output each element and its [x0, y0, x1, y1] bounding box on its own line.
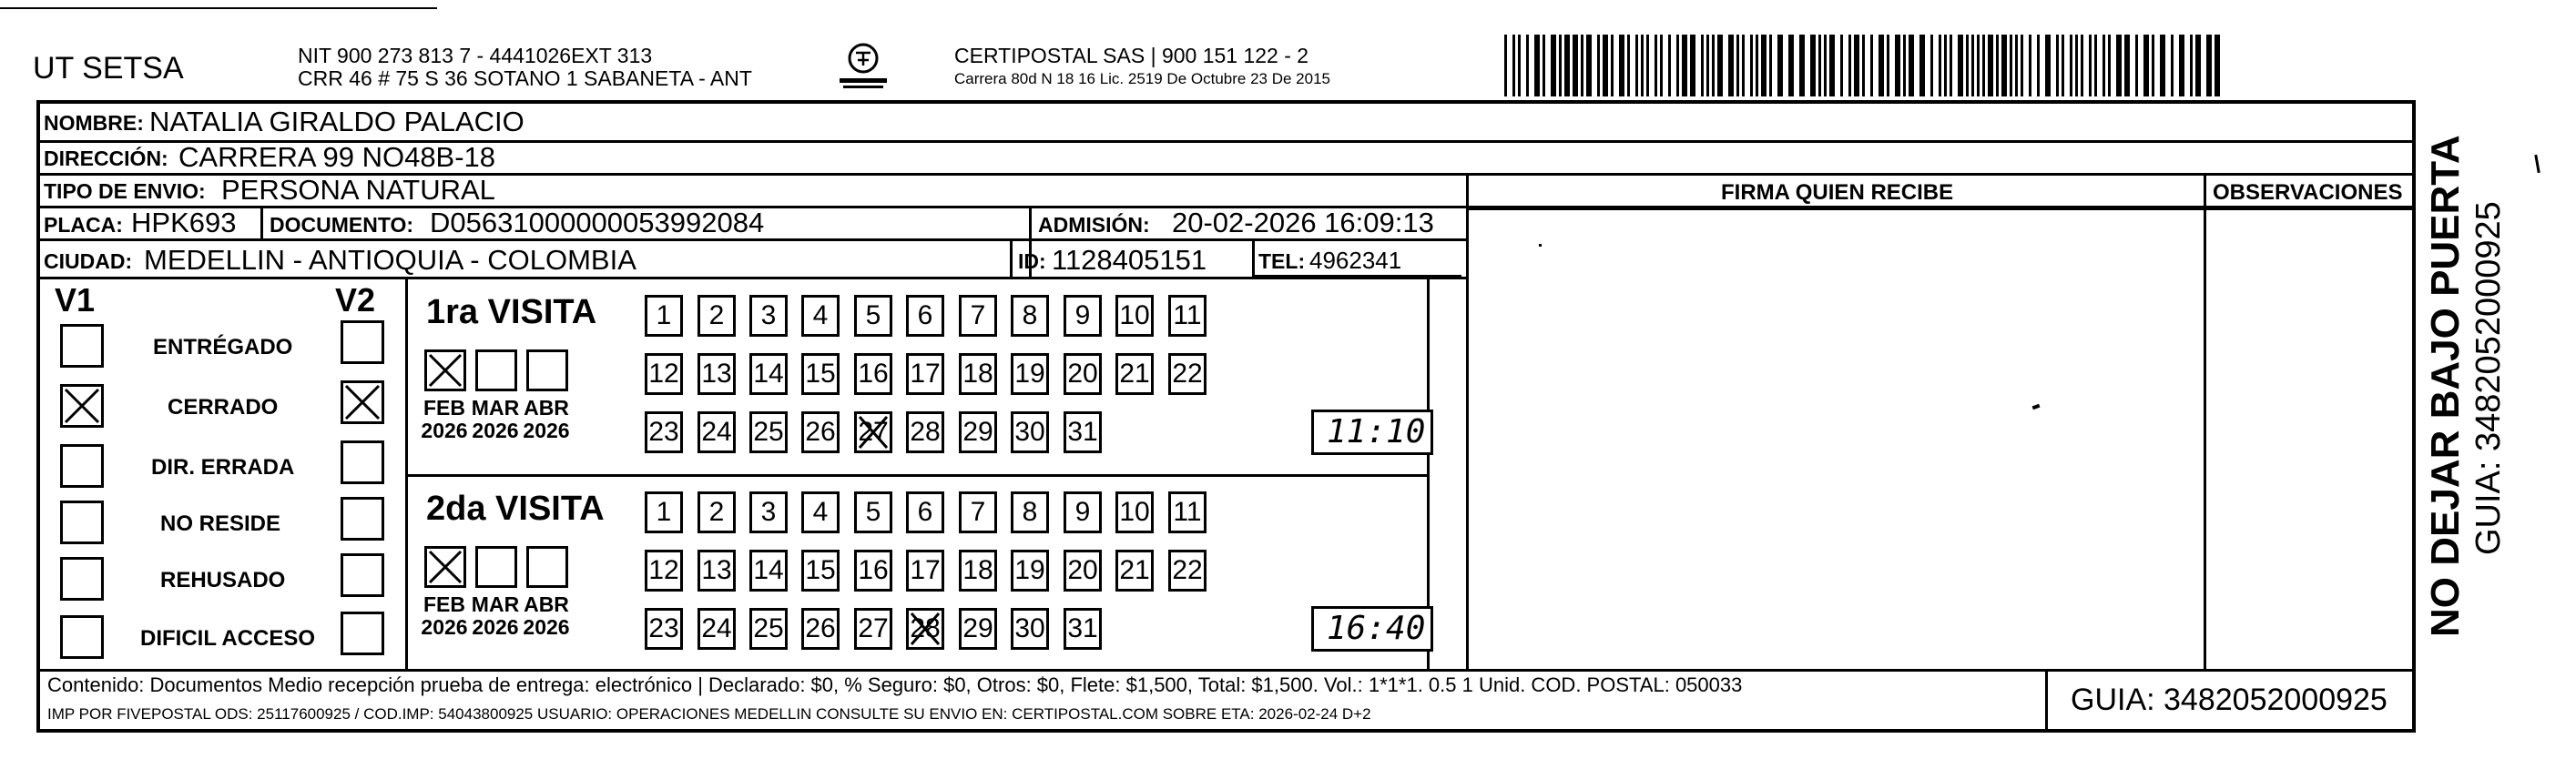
- id-value: 1128405151: [1052, 244, 1207, 276]
- day-number: 30: [1014, 417, 1045, 447]
- day-number: 13: [701, 555, 732, 585]
- day-box[interactable]: [1168, 295, 1207, 337]
- day-number: 9: [1074, 300, 1091, 330]
- day-number: 16: [858, 555, 889, 585]
- day-number: 28: [910, 613, 941, 643]
- day-number: 19: [1014, 359, 1045, 389]
- month-name: FEB: [423, 592, 465, 616]
- day-number: 25: [753, 613, 784, 643]
- day-box[interactable]: [959, 353, 997, 395]
- day-number: 31: [1067, 417, 1098, 447]
- time-box[interactable]: [1311, 606, 1433, 652]
- day-box[interactable]: [959, 550, 997, 592]
- day-number: 18: [962, 359, 993, 389]
- day-box[interactable]: [697, 608, 736, 650]
- day-box[interactable]: [645, 550, 683, 592]
- status-option-label: NO RESIDE: [160, 511, 281, 536]
- v2-checkbox[interactable]: [341, 612, 384, 655]
- visit-title: 2da VISITA: [426, 490, 605, 528]
- month-checkbox[interactable]: [424, 349, 466, 391]
- company-name: UT SETSA: [33, 51, 184, 86]
- day-box[interactable]: [906, 353, 944, 395]
- license-line: Carrera 80d N 18 16 Lic. 2519 De Octubre 23 De 2015: [954, 70, 1330, 87]
- day-box[interactable]: [645, 411, 683, 453]
- day-box[interactable]: [645, 491, 683, 533]
- day-box[interactable]: [1064, 353, 1102, 395]
- day-box[interactable]: [801, 550, 840, 592]
- day-number: 28: [910, 417, 941, 447]
- day-number: 23: [648, 417, 679, 447]
- day-box[interactable]: [1064, 550, 1102, 592]
- day-number: 7: [970, 497, 986, 527]
- day-number: 21: [1119, 359, 1150, 389]
- day-box[interactable]: [854, 353, 892, 395]
- placa-value: HPK693: [131, 207, 237, 238]
- side-warning: NO DEJAR BAJO PUERTA: [2423, 135, 2468, 637]
- day-number: 3: [760, 300, 777, 330]
- day-number: 23: [648, 613, 679, 643]
- month-checkbox[interactable]: [526, 546, 568, 588]
- day-number: 18: [962, 555, 993, 585]
- firma-header: FIRMA QUIEN RECIBE: [1721, 180, 1954, 205]
- month-name: ABR: [524, 396, 569, 420]
- day-number: 22: [1172, 359, 1203, 389]
- v1-header: V1: [55, 281, 96, 319]
- day-box[interactable]: [645, 353, 683, 395]
- day-number: 25: [753, 417, 784, 447]
- month-checkbox[interactable]: [475, 349, 517, 391]
- day-box[interactable]: [854, 550, 892, 592]
- day-number: 22: [1172, 555, 1203, 585]
- day-number: 10: [1119, 300, 1150, 330]
- v1-checkbox[interactable]: [60, 615, 104, 659]
- month-year: 2026: [523, 419, 570, 443]
- v1-checkbox[interactable]: [60, 444, 104, 488]
- visit-title: 1ra VISITA: [426, 293, 597, 331]
- day-box[interactable]: [1168, 353, 1207, 395]
- month-checkbox[interactable]: [475, 546, 517, 588]
- day-number: 2: [708, 300, 725, 330]
- day-number: 24: [701, 417, 732, 447]
- day-box[interactable]: [1011, 608, 1049, 650]
- admision-value: 20-02-2026 16:09:13: [1172, 207, 1434, 238]
- day-number: 27: [858, 613, 889, 643]
- day-box[interactable]: [801, 295, 840, 337]
- day-box[interactable]: [959, 295, 997, 337]
- day-box[interactable]: [697, 295, 736, 337]
- day-box[interactable]: [906, 295, 944, 337]
- day-box[interactable]: [959, 608, 997, 650]
- status-option-label: ENTRÉGADO: [153, 335, 293, 359]
- day-box[interactable]: [697, 550, 736, 592]
- day-number: 3: [760, 497, 777, 527]
- stray-mark: [1539, 244, 1542, 247]
- month-label: [468, 593, 523, 640]
- day-box[interactable]: [959, 411, 997, 453]
- v2-checkbox[interactable]: [341, 497, 384, 541]
- barcode: [1504, 35, 2226, 96]
- day-number: 29: [962, 613, 993, 643]
- month-name: FEB: [423, 396, 465, 420]
- day-box[interactable]: [645, 295, 683, 337]
- month-name: ABR: [524, 592, 569, 616]
- tipo-value: PERSONA NATURAL: [221, 174, 495, 206]
- address-line: CRR 46 # 75 S 36 SOTANO 1 SABANETA - ANT: [298, 66, 752, 90]
- day-box[interactable]: [1064, 411, 1102, 453]
- month-label: [519, 593, 574, 640]
- day-number: 12: [648, 359, 679, 389]
- day-number: 8: [1022, 300, 1038, 330]
- day-number: 6: [917, 300, 933, 330]
- day-number: 1: [656, 497, 672, 527]
- day-number: 7: [970, 300, 986, 330]
- day-box[interactable]: [697, 411, 736, 453]
- documento-value: D05631000000053992084: [430, 207, 765, 238]
- row-tipo: TIPO DE ENVIO: PERSONA NATURAL: [44, 174, 495, 206]
- day-box[interactable]: [801, 491, 840, 533]
- day-box[interactable]: [749, 608, 788, 650]
- day-number: 2: [708, 497, 725, 527]
- day-box[interactable]: [906, 411, 944, 453]
- day-number: 4: [812, 497, 829, 527]
- day-box[interactable]: [959, 491, 997, 533]
- month-label: [519, 397, 574, 443]
- day-box[interactable]: [854, 411, 892, 453]
- day-number: 26: [805, 417, 836, 447]
- day-number: 14: [753, 359, 784, 389]
- day-number: 16: [858, 359, 889, 389]
- month-year: 2026: [472, 419, 519, 443]
- month-name: MAR: [471, 592, 520, 616]
- day-box[interactable]: [697, 353, 736, 395]
- footer-contenido: Contenido: Documentos Medio recepción prueba de entrega: electrónico | Declarado: $0, % Seguro: $0, Otros: $0, Flete: $1,500, Total: $1,500. Vol.: 1*1*1. 0.5 1 Unid. COD. POSTAL: 050033: [47, 673, 1743, 696]
- month-name: MAR: [471, 396, 520, 420]
- v1-checkbox[interactable]: [60, 501, 104, 544]
- day-box[interactable]: [1011, 295, 1049, 337]
- ciudad-value: MEDELLIN - ANTIOQUIA - COLOMBIA: [144, 244, 636, 276]
- time-box[interactable]: [1311, 410, 1433, 455]
- day-box[interactable]: [749, 550, 788, 592]
- status-option-label: DIFICIL ACCESO: [140, 626, 316, 651]
- v1-checkbox[interactable]: [60, 384, 104, 428]
- day-number: 13: [701, 359, 732, 389]
- status-option-label: DIR. ERRADA: [151, 455, 295, 480]
- day-box[interactable]: [749, 411, 788, 453]
- month-checkbox[interactable]: [526, 349, 568, 391]
- day-box[interactable]: [801, 353, 840, 395]
- day-number: 1: [656, 300, 672, 330]
- day-box[interactable]: [645, 608, 683, 650]
- day-box[interactable]: [854, 608, 892, 650]
- day-number: 5: [865, 300, 881, 330]
- day-number: 14: [753, 555, 784, 585]
- row-direccion: DIRECCIÓN: CARRERA 99 NO48B-18: [44, 141, 496, 173]
- day-box[interactable]: [1011, 353, 1049, 395]
- day-number: 19: [1014, 555, 1045, 585]
- day-box[interactable]: [1115, 353, 1154, 395]
- row-nombre: NOMBRE: NATALIA GIRALDO PALACIO: [44, 106, 524, 137]
- day-box[interactable]: [749, 295, 788, 337]
- day-number: 27: [858, 417, 889, 447]
- footer-guia: GUIA: 3482052000925: [2071, 683, 2388, 717]
- day-number: 15: [805, 359, 836, 389]
- day-box[interactable]: [1064, 608, 1102, 650]
- day-box[interactable]: [1168, 550, 1207, 592]
- day-number: 11: [1173, 300, 1202, 330]
- day-number: 30: [1014, 613, 1045, 643]
- row-ciudad: CIUDAD: MEDELLIN - ANTIOQUIA - COLOMBIA ID: 1128405151 TEL: 4962341: [44, 244, 1402, 276]
- day-box[interactable]: [801, 608, 840, 650]
- month-label: [417, 593, 472, 640]
- day-number: 4: [812, 300, 829, 330]
- day-number: 11: [1173, 497, 1202, 527]
- day-number: 24: [701, 613, 732, 643]
- v2-checkbox[interactable]: [341, 320, 384, 364]
- status-option-label: CERRADO: [168, 395, 279, 420]
- day-number: 12: [648, 555, 679, 585]
- day-box[interactable]: [854, 491, 892, 533]
- day-box[interactable]: [1011, 491, 1049, 533]
- v2-header: V2: [335, 281, 376, 319]
- visit-time: 16:40: [1327, 610, 1426, 647]
- tel-value: 4962341: [1309, 247, 1402, 274]
- day-number: 21: [1119, 555, 1150, 585]
- v1-checkbox[interactable]: [60, 557, 104, 601]
- day-box[interactable]: [1115, 491, 1154, 533]
- stray-mark: [2534, 155, 2540, 173]
- nit-line: NIT 900 273 813 7 - 4441026EXT 313: [298, 44, 653, 67]
- month-label: [417, 397, 472, 443]
- day-box[interactable]: [749, 353, 788, 395]
- day-number: 10: [1119, 497, 1150, 527]
- day-box[interactable]: [906, 608, 944, 650]
- certipostal-logo: [836, 38, 891, 93]
- day-box[interactable]: [906, 550, 944, 592]
- day-box[interactable]: [697, 491, 736, 533]
- day-number: 29: [962, 417, 993, 447]
- day-number: 20: [1067, 359, 1098, 389]
- day-number: 5: [865, 497, 881, 527]
- footer-imp: IMP POR FIVEPOSTAL ODS: 25117600925 / COD.IMP: 54043800925 USUARIO: OPERACIONES MEDELLIN CONSULTE SU ENVIO EN: CERTIPOSTAL.COM SOBRE ETA: 2026-02-24 D+2: [47, 705, 1371, 723]
- top-rule: [0, 7, 437, 9]
- day-number: 17: [910, 555, 941, 585]
- day-box[interactable]: [1115, 550, 1154, 592]
- carrier-line: CERTIPOSTAL SAS | 900 151 122 - 2: [954, 44, 1309, 67]
- month-year: 2026: [421, 615, 468, 640]
- month-checkbox[interactable]: [424, 546, 466, 588]
- day-box[interactable]: [1064, 295, 1102, 337]
- nombre-value: NATALIA GIRALDO PALACIO: [149, 106, 524, 137]
- day-box[interactable]: [1115, 295, 1154, 337]
- day-box[interactable]: [1064, 491, 1102, 533]
- day-number: 17: [910, 359, 941, 389]
- month-label: [468, 397, 523, 443]
- direccion-value: CARRERA 99 NO48B-18: [178, 141, 496, 173]
- day-box[interactable]: [906, 491, 944, 533]
- day-number: 6: [917, 497, 933, 527]
- observaciones-header: OBSERVACIONES: [2213, 180, 2403, 205]
- v2-checkbox[interactable]: [341, 440, 384, 484]
- status-option-label: REHUSADO: [160, 568, 286, 592]
- day-number: 26: [805, 613, 836, 643]
- day-box[interactable]: [801, 411, 840, 453]
- day-box[interactable]: [1011, 411, 1049, 453]
- row-placa: PLACA: HPK693 DOCUMENTO: D05631000000053992084 ADMISIÓN: 20-02-2026 16:09:13: [44, 207, 1434, 238]
- day-box[interactable]: [749, 491, 788, 533]
- v2-checkbox[interactable]: [341, 380, 384, 424]
- day-box[interactable]: [854, 295, 892, 337]
- side-guia: GUIA: 3482052000925: [2469, 201, 2508, 555]
- day-number: 20: [1067, 555, 1098, 585]
- day-box[interactable]: [1168, 491, 1207, 533]
- v2-checkbox[interactable]: [341, 553, 384, 597]
- month-year: 2026: [523, 615, 570, 640]
- day-number: 9: [1074, 497, 1091, 527]
- day-number: 15: [805, 555, 836, 585]
- visit-time: 11:10: [1327, 413, 1426, 450]
- day-number: 31: [1067, 613, 1098, 643]
- month-year: 2026: [421, 419, 468, 443]
- day-number: 8: [1022, 497, 1038, 527]
- v1-checkbox[interactable]: [60, 324, 104, 368]
- month-year: 2026: [472, 615, 519, 640]
- day-box[interactable]: [1011, 550, 1049, 592]
